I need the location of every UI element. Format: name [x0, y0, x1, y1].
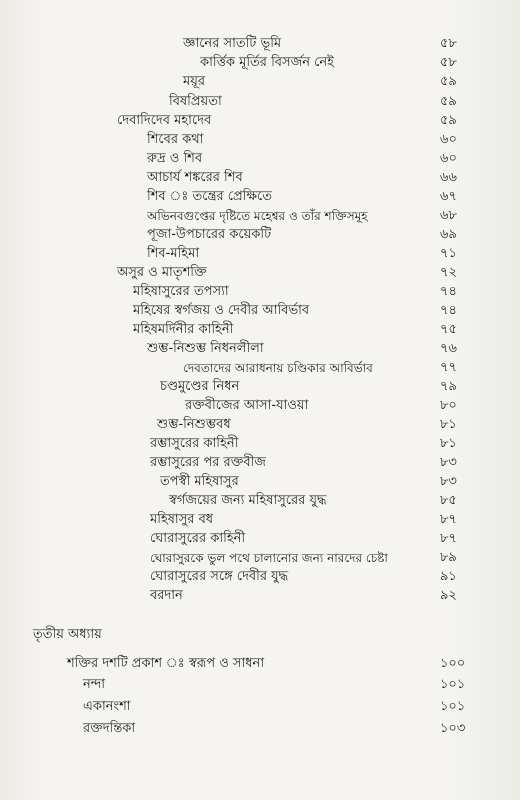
toc-entry-title: মহিষের স্বর্গজয় ও দেবীর আবির্ভাব — [133, 303, 310, 318]
toc-entry-page: ৫৯ — [440, 113, 457, 128]
toc-entry-page: ৬৬ — [440, 170, 457, 185]
toc-entry-page: ১০১ — [440, 677, 466, 692]
toc-entry-title: মহিষমর্দিনীর কাহিনী — [133, 322, 234, 337]
toc-entry-title: কার্ত্তিক মূর্তির বিসর্জন নেই — [200, 55, 334, 70]
toc-entry-page: ৮১ — [440, 436, 457, 451]
toc-entry-page: ৭৯ — [440, 379, 457, 394]
toc-entry — [0, 263, 520, 283]
toc-entry-page: ৮৫ — [440, 493, 457, 508]
toc-entry-page: ১০৩ — [440, 721, 466, 736]
toc-entry — [0, 586, 520, 606]
toc-entry-title: শিবের কথা — [147, 132, 204, 147]
toc-entry-title: একানংশা — [83, 699, 131, 714]
toc-entry-title: অভিনবগুপ্তের দৃষ্টিতে মহেশ্বর ও তাঁর শক্তিসমূহ — [147, 209, 368, 223]
toc-entry-title: অসুর ও মাতৃশক্তি — [117, 265, 207, 280]
toc-entry — [0, 92, 520, 112]
toc-entry-title: শক্তির দশটি প্রকাশ ঃ স্বরূপ ও সাধনা — [67, 656, 265, 671]
chapter-heading — [0, 625, 520, 645]
toc-entry-page: ১০১ — [440, 699, 466, 714]
toc-entry-title: স্বর্গজয়ের জন্য মহিষাসুরের যুদ্ধ — [169, 493, 327, 508]
toc-entry-page: ৭৬ — [440, 341, 457, 356]
toc-entry-title: শুম্ভ-নিশুম্ভবধ — [157, 417, 231, 432]
toc-entry-page: ৮৭ — [440, 512, 457, 527]
toc-entry-page: ৭৪ — [440, 284, 457, 299]
toc-entry-page: ৭৪ — [440, 303, 457, 318]
toc-entry — [0, 149, 520, 169]
toc-entry — [0, 396, 520, 416]
toc-entry — [0, 697, 520, 717]
toc-entry — [0, 34, 520, 54]
toc-entry-title: রম্ভাসুরের পর রক্তবীজ — [150, 455, 266, 470]
toc-entry — [0, 339, 520, 359]
toc-entry — [0, 377, 520, 397]
toc-entry — [0, 282, 520, 302]
toc-entry — [0, 510, 520, 530]
toc-entry-title: রম্ভাসুরের কাহিনী — [150, 436, 239, 451]
toc-entry-title: ঘোরাসুরের সঙ্গে দেবীর যুদ্ধ — [150, 569, 289, 584]
toc-entry-page: ৬৮ — [440, 208, 457, 223]
toc-entry-title: মহিষাসুর বধ — [150, 512, 214, 527]
toc-entry — [0, 415, 520, 435]
toc-entry — [0, 719, 520, 739]
toc-entry — [0, 168, 520, 188]
toc-entry-title: দেবতাদের আরাধনায় চণ্ডিকার আবির্ভাব — [183, 361, 373, 375]
toc-entry — [0, 72, 520, 92]
toc-entry — [0, 491, 520, 511]
toc-entry — [0, 53, 520, 73]
toc-entry — [0, 529, 520, 549]
toc-entry-page: ৮১ — [440, 417, 457, 432]
toc-entry-page: ৭২ — [440, 265, 457, 280]
toc-entry — [0, 434, 520, 454]
toc-entry — [0, 654, 520, 674]
toc-entry — [0, 225, 520, 245]
toc-entry-page: ৭৫ — [440, 322, 457, 337]
toc-entry-title: চণ্ডমুণ্ডের নিধন — [160, 379, 240, 394]
toc-entry-page: ৮৭ — [440, 531, 457, 546]
toc-entry-title: রুদ্র ও শিব — [147, 151, 203, 166]
toc-entry-page: ৯২ — [440, 588, 457, 603]
toc-entry-title: মহিষাসুরের তপস্যা — [133, 284, 229, 299]
toc-entry-page: ১০০ — [440, 656, 466, 671]
toc-entry — [0, 453, 520, 473]
toc-entry — [0, 320, 520, 340]
toc-entry-title: তপস্বী মহিষাসুর — [160, 474, 239, 489]
toc-entry-title: নন্দা — [83, 677, 105, 692]
toc-entry-page: ৬০ — [440, 151, 457, 166]
toc-entry-title: জ্ঞানের সাতটি ভূমি — [183, 36, 282, 51]
toc-entry — [0, 244, 520, 264]
toc-entry-title: রক্তবীজের আসা-যাওয়া — [185, 398, 309, 413]
toc-entry-title: বরদান — [150, 588, 183, 603]
toc-entry — [0, 567, 520, 587]
toc-entry — [0, 548, 520, 568]
toc-entry-title: শিব-মহিমা — [147, 246, 200, 261]
toc-entry-page: ৬৯ — [440, 227, 457, 242]
toc-entry-title: ঘোরাসুরের কাহিনী — [150, 531, 246, 546]
toc-entry-page: ৫৯ — [440, 94, 457, 109]
toc-entry — [0, 675, 520, 695]
toc-entry — [0, 111, 520, 131]
toc-entry-page: ৬০ — [440, 132, 457, 147]
toc-entry-title: বিষপ্রিয়তা — [169, 94, 222, 109]
toc-entry-page: ৫৮ — [440, 55, 457, 70]
toc-entry-title: পূজা-উপচারের কয়েকটি — [147, 227, 272, 242]
toc-entry — [0, 206, 520, 226]
toc-entry-page: ৬৭ — [440, 189, 457, 204]
toc-entry-page: ৭১ — [440, 246, 457, 261]
toc-entry-page: ৮০ — [440, 398, 457, 413]
toc-entry-title: শুম্ভ-নিশুম্ভ নিধনলীলা — [147, 341, 264, 356]
toc-entry-title: দেবাদিদেব মহাদেব — [117, 113, 212, 128]
toc-entry-page: ৮৯ — [440, 550, 457, 565]
toc-entry-page: ৫৮ — [440, 36, 457, 51]
toc-entry-page: ৮৩ — [440, 474, 457, 489]
toc-entry-title: ঘোরাসুরকে ভুল পথে চালানোর জন্য নারদের চেষ্টা — [150, 551, 388, 565]
chapter-heading-text: তৃতীয় অধ্যায় — [33, 627, 102, 642]
toc-entry-title: রক্তদন্তিকা — [83, 721, 136, 736]
toc-entry-title: আচার্য শঙ্করের শিব — [147, 170, 243, 185]
toc-entry — [0, 187, 520, 207]
toc-entry-page: ৫৯ — [440, 74, 457, 89]
toc-entry-page: ৯১ — [440, 569, 457, 584]
toc-entry-title: ময়ূর — [183, 74, 206, 89]
toc-entry — [0, 130, 520, 150]
toc-entry — [0, 358, 520, 378]
toc-entry-page: ৮৩ — [440, 455, 457, 470]
toc-entry-page: ৭৭ — [440, 360, 457, 375]
toc-entry — [0, 472, 520, 492]
toc-entry — [0, 301, 520, 321]
toc-entry-title: শিব ঃ তন্ত্রের প্রেক্ষিতে — [147, 189, 272, 204]
